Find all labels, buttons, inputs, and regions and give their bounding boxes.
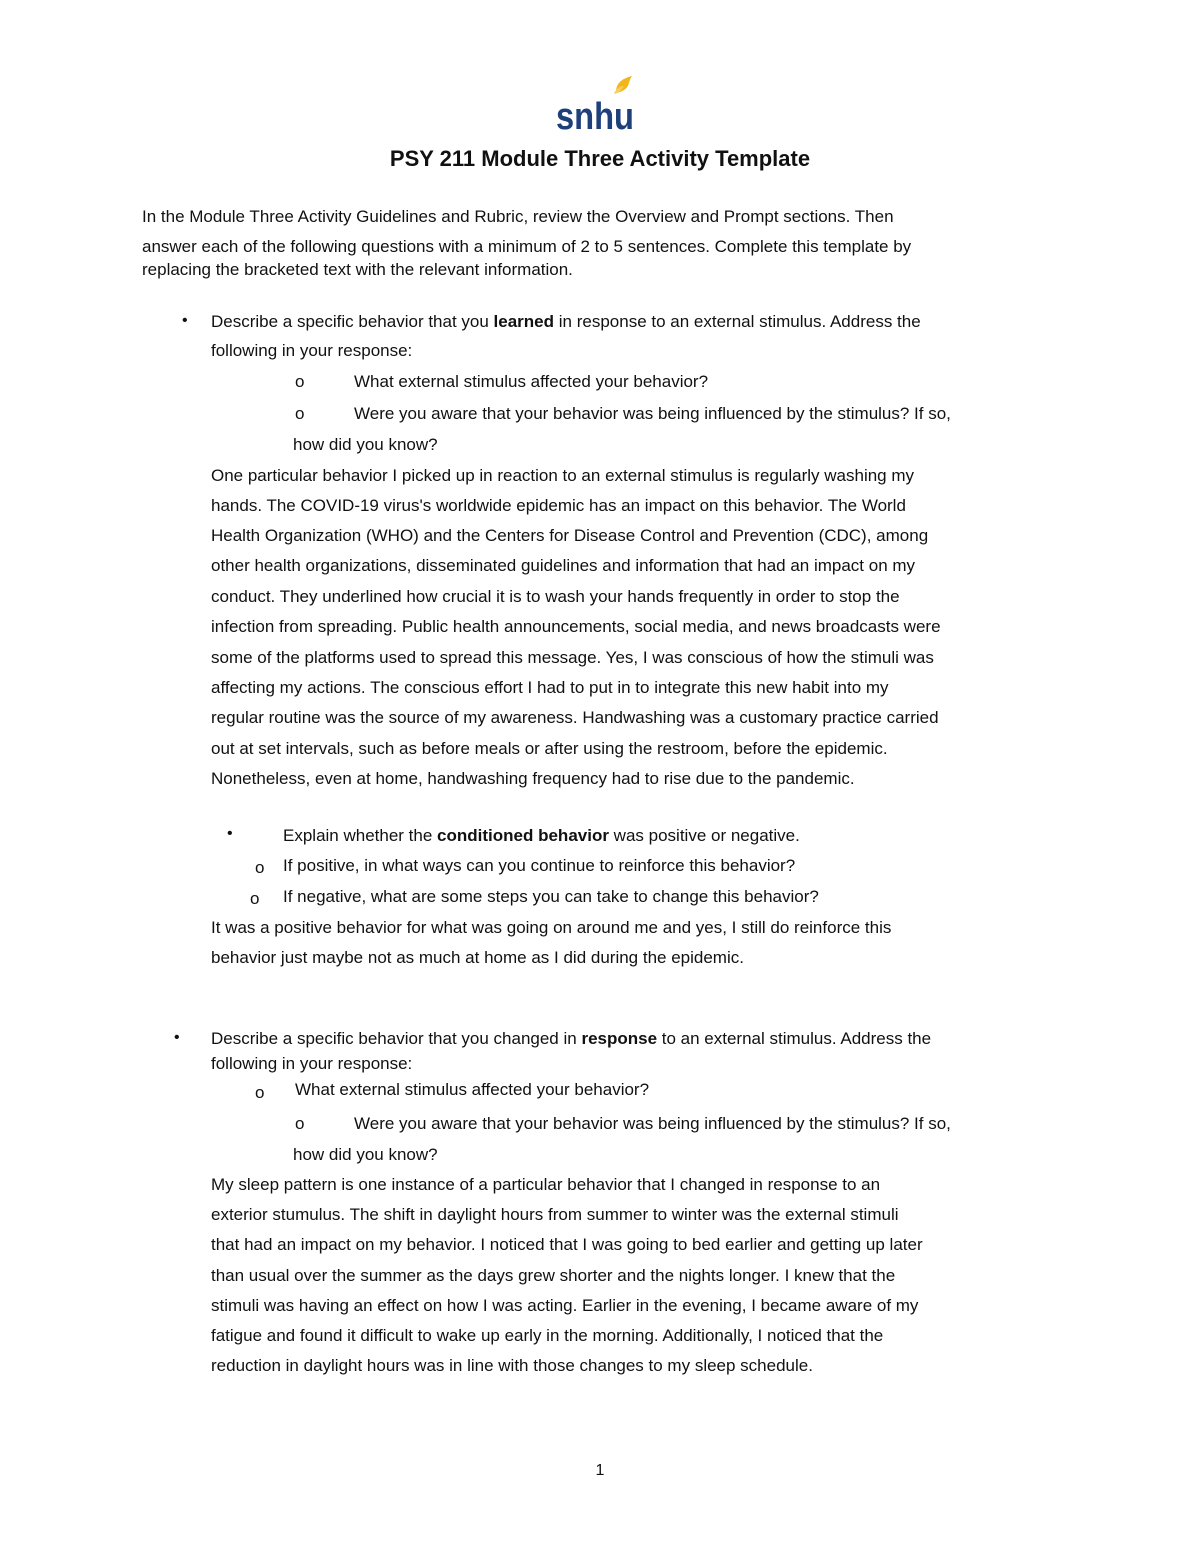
answer-1-line: infection from spreading. Public health announcements, social media, and news broadcasts were <box>211 617 941 636</box>
sub-marker: o <box>250 889 260 908</box>
intro-line-1: In the Module Three Activity Guidelines and Rubric, review the Overview and Prompt sections. Then <box>142 207 894 226</box>
sub-question-2: Were you aware that your behavior was being influenced by the stimulus? If so, <box>354 404 951 423</box>
sub-question-2-line-2: how did you know? <box>293 1145 438 1164</box>
question-1: Describe a specific behavior that you learned in response to an external stimulus. Address the <box>211 312 921 331</box>
intro-line-3: replacing the bracketed text with the relevant information. <box>142 260 573 279</box>
sub-question-positive: If positive, in what ways can you continue to reinforce this behavior? <box>283 856 796 875</box>
bullet-icon: • <box>182 312 188 329</box>
intro-line-2: answer each of the following questions with a minimum of 2 to 5 sentences. Complete this template by <box>142 237 912 256</box>
answer-1-line: hands. The COVID-19 virus's worldwide epidemic has an impact on this behavior. The World <box>211 496 906 515</box>
sub-question-negative: If negative, what are some steps you can take to change this behavior? <box>283 887 819 906</box>
snhu-logo-graphic <box>554 74 638 134</box>
question-1-line-2: following in your response: <box>211 341 413 360</box>
answer-3-line: that had an impact on my behavior. I noticed that I was going to bed earlier and getting up later <box>211 1235 923 1254</box>
logo-text: snhu <box>556 96 634 134</box>
document-title: PSY 211 Module Three Activity Template <box>389 146 811 171</box>
bullet-icon: • <box>227 825 233 842</box>
question-3-line-2: following in your response: <box>211 1054 413 1073</box>
answer-3-line: stimuli was having an effect on how I was acting. Earlier in the evening, I became aware of my <box>211 1296 919 1315</box>
answer-3-line: fatigue and found it difficult to wake up early in the morning. Additionally, I noticed that the <box>211 1326 884 1345</box>
answer-1-line: regular routine was the source of my awareness. Handwashing was a customary practice carried <box>211 708 939 727</box>
sub-question-1: What external stimulus affected your behavior? <box>354 372 709 391</box>
answer-3-line: than usual over the summer as the days grew shorter and the nights longer. I knew that the <box>211 1266 896 1285</box>
answer-2-line: behavior just maybe not as much at home as I did during the epidemic. <box>211 948 744 967</box>
question-3: Describe a specific behavior that you changed in response to an external stimulus. Address the <box>211 1029 932 1048</box>
sub-question-2-line-2: how did you know? <box>293 435 438 454</box>
sub-marker: o <box>255 1083 265 1102</box>
answer-1-line: conduct. They underlined how crucial it is to wash your hands frequently in order to stop the <box>211 587 900 606</box>
answer-1-line: Nonetheless, even at home, handwashing frequency had to rise due to the pandemic. <box>211 769 855 788</box>
sub-marker: o <box>255 858 265 877</box>
answer-1-line: out at set intervals, such as before meals or after using the restroom, before the epidemic. <box>211 739 888 758</box>
page-number: 1 <box>595 1462 605 1479</box>
answer-1-line: Health Organization (WHO) and the Centers for Disease Control and Prevention (CDC), among <box>211 526 929 545</box>
sub-marker: o <box>295 404 305 423</box>
answer-3-line: reduction in daylight hours was in line with those changes to my sleep schedule. <box>211 1356 813 1375</box>
sub-question-1: What external stimulus affected your behavior? <box>295 1080 650 1099</box>
question-2: Explain whether the conditioned behavior was positive or negative. <box>283 826 800 845</box>
sub-marker: o <box>295 1114 305 1133</box>
answer-1-line: One particular behavior I picked up in reaction to an external stimulus is regularly washing my <box>211 466 915 485</box>
sub-marker: o <box>295 372 305 391</box>
answer-1-line: affecting my actions. The conscious effort I had to put in to integrate this new habit into my <box>211 678 889 697</box>
answer-1-line: other health organizations, disseminated guidelines and information that had an impact on my <box>211 556 916 575</box>
answer-1-line: some of the platforms used to spread this message. Yes, I was conscious of how the stimuli was <box>211 648 934 667</box>
answer-3-line: exterior stumulus. The shift in daylight hours from summer to winter was the external stimuli <box>211 1205 899 1224</box>
answer-3-line: My sleep pattern is one instance of a particular behavior that I changed in response to an <box>211 1175 881 1194</box>
bullet-icon: • <box>174 1029 180 1046</box>
sub-question-2: Were you aware that your behavior was being influenced by the stimulus? If so, <box>354 1114 951 1133</box>
snhu-logo <box>554 74 638 134</box>
answer-2-line: It was a positive behavior for what was going on around me and yes, I still do reinforce this <box>211 918 892 937</box>
